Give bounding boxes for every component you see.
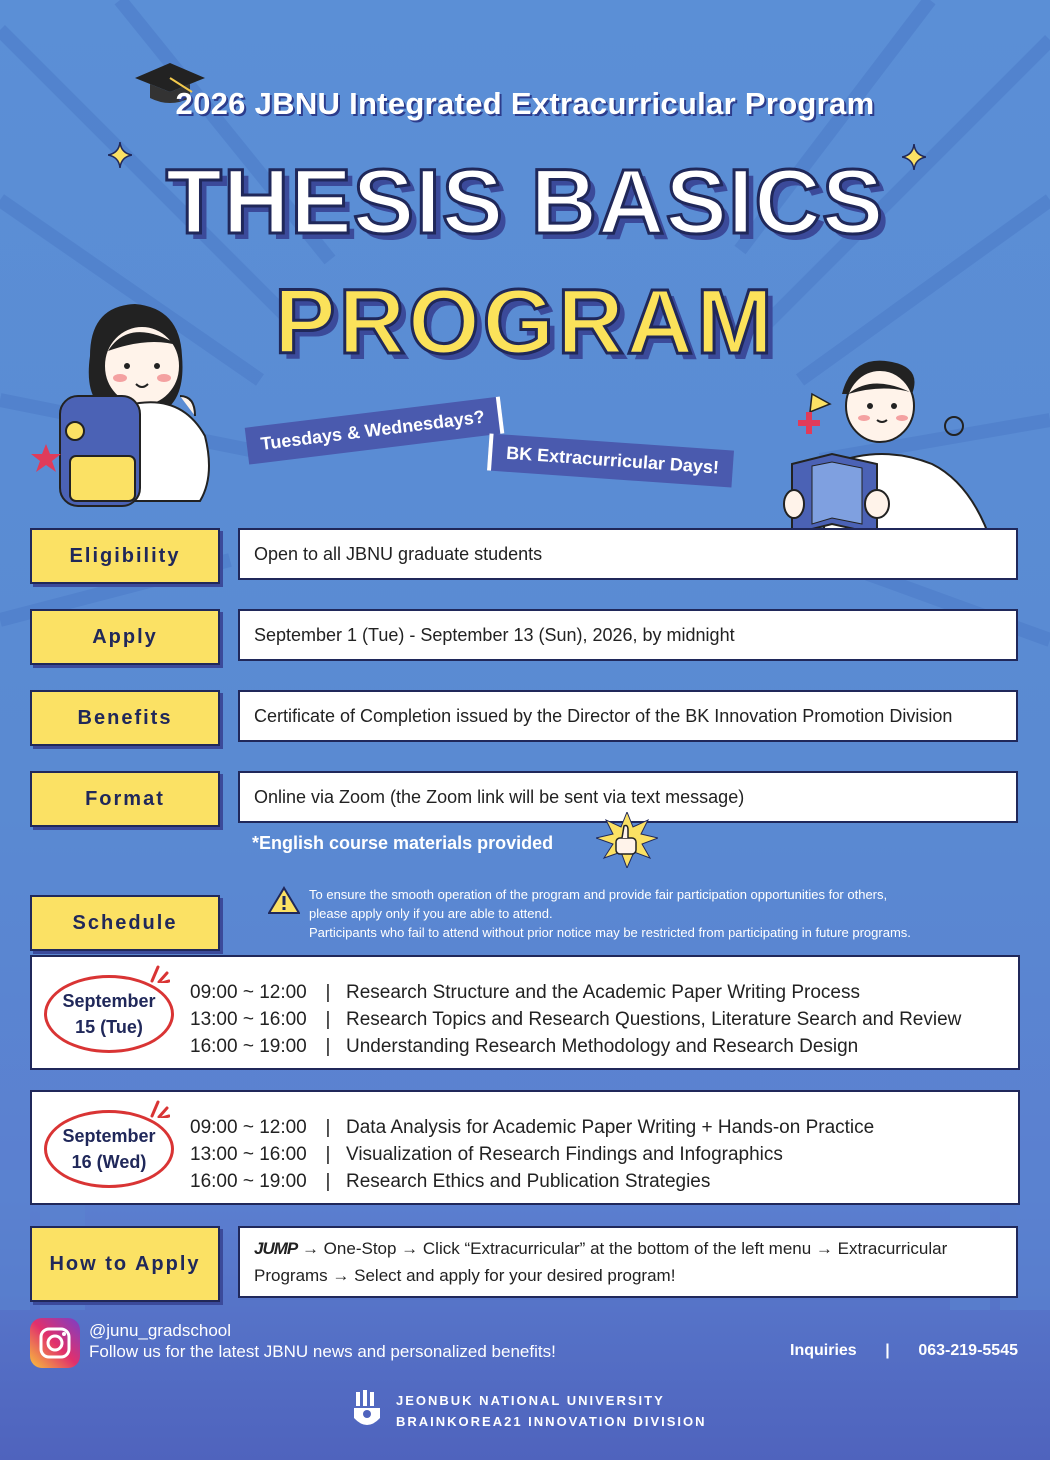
inquiries <box>790 1342 1018 1360</box>
label-eligibility: Eligibility <box>30 528 220 584</box>
student-backpack-illustration <box>30 296 230 516</box>
how-to-apply-line-2: Programs → Select and apply for your desired program! <box>254 1266 676 1285</box>
inquiries-phone[interactable]: 063-219-5545 <box>918 1342 1018 1359</box>
page-title-line2: PROGRAM <box>274 271 776 373</box>
jump-logo: JUMP <box>254 1239 298 1258</box>
session-time: 13:00 ~ 16:00 <box>190 1143 307 1165</box>
warning-line-1: To ensure the smooth operation of the program and provide fair participation opportunities for others, <box>309 887 888 902</box>
session-time: 09:00 ~ 12:00 <box>190 1116 307 1138</box>
format-note: *English course materials provided <box>252 833 554 853</box>
session-title: Visualization of Research Findings and Infographics <box>346 1143 783 1165</box>
session-row <box>190 1033 961 1060</box>
university-emblem-icon <box>352 1390 382 1432</box>
session-time: 16:00 ~ 19:00 <box>190 1170 307 1192</box>
inquiries-separator: | <box>885 1342 890 1359</box>
date-circle <box>44 975 174 1053</box>
session-separator: | <box>325 1143 331 1165</box>
session-title: Research Ethics and Publication Strategies <box>346 1170 711 1192</box>
session-list <box>190 1114 874 1195</box>
inquiries-label: Inquiries <box>790 1342 857 1359</box>
page-title-line1: THESIS BASICS <box>165 151 885 253</box>
session-row <box>190 1168 874 1195</box>
value-format: Online via Zoom (the Zoom link will be sent via text message) <box>238 771 1018 823</box>
session-list <box>190 979 961 1060</box>
session-title: Understanding Research Methodology and Research Design <box>346 1035 859 1057</box>
session-row <box>190 1114 874 1141</box>
schedule-day-card <box>30 1090 1020 1205</box>
schedule-day-card <box>30 955 1020 1070</box>
label-schedule: Schedule <box>30 895 220 951</box>
session-title: Data Analysis for Academic Paper Writing + Hands-on Practice <box>346 1116 875 1138</box>
emphasis-marks-icon <box>148 1098 170 1118</box>
session-separator: | <box>325 1008 331 1030</box>
university-line-1: JEONBUK NATIONAL UNIVERSITY <box>396 1393 665 1408</box>
reading-student-illustration <box>782 354 1022 554</box>
session-time: 16:00 ~ 19:00 <box>190 1035 307 1057</box>
date-month: September <box>62 1126 156 1146</box>
session-separator: | <box>325 1116 331 1138</box>
value-benefits: Certificate of Completion issued by the Director of the BK Innovation Promotion Division <box>238 690 1018 742</box>
thumbs-up-icon <box>596 812 658 868</box>
date-circle <box>44 1110 174 1188</box>
session-separator: | <box>325 1035 331 1057</box>
value-eligibility: Open to all JBNU graduate students <box>238 528 1018 580</box>
how-to-apply-line-1: → One-Stop → Click “Extracurricular” at the bottom of the left menu → Extracurricular <box>297 1239 948 1258</box>
label-apply: Apply <box>30 609 220 665</box>
instagram-info <box>89 1320 556 1362</box>
how-to-apply-box <box>238 1226 1018 1298</box>
label-benefits: Benefits <box>30 690 220 746</box>
session-row <box>190 1141 874 1168</box>
date-day: 15 (Tue) <box>75 1017 143 1037</box>
session-title: Research Topics and Research Questions, Literature Search and Review <box>346 1008 962 1030</box>
session-row <box>190 1006 961 1033</box>
date-day: 16 (Wed) <box>71 1152 147 1172</box>
label-format: Format <box>30 771 220 827</box>
label-how-to-apply: How to Apply <box>30 1226 220 1302</box>
session-row <box>190 979 961 1006</box>
instagram-handle[interactable]: @junu_gradschool <box>89 1321 232 1340</box>
session-title: Research Structure and the Academic Paper Writing Process <box>346 981 860 1003</box>
university-name <box>396 1390 707 1432</box>
tag-bk-extracurricular-days: BK Extracurricular Days! <box>487 433 734 487</box>
emphasis-marks-icon <box>148 963 170 983</box>
session-separator: | <box>325 981 331 1003</box>
value-apply: September 1 (Tue) - September 13 (Sun), 2026, by midnight <box>238 609 1018 661</box>
university-line-2: BRAINKOREA21 INNOVATION DIVISION <box>396 1414 707 1429</box>
session-time: 13:00 ~ 16:00 <box>190 1008 307 1030</box>
schedule-warning <box>309 885 1029 942</box>
warning-line-2: please apply only if you are able to attend. <box>309 906 553 921</box>
session-separator: | <box>325 1170 331 1192</box>
date-month: September <box>62 991 156 1011</box>
warning-icon <box>268 886 300 914</box>
warning-line-3: Participants who fail to attend without prior notice may be restricted from participating in future programs. <box>309 925 911 940</box>
instagram-text: Follow us for the latest JBNU news and personalized benefits! <box>89 1342 556 1361</box>
instagram-icon[interactable] <box>30 1318 80 1368</box>
how-to-apply-text <box>254 1235 947 1289</box>
program-subtitle: 2026 JBNU Integrated Extracurricular Program <box>175 86 875 121</box>
tag-tuesdays-wednesdays: Tuesdays & Wednesdays? <box>245 396 505 464</box>
session-time: 09:00 ~ 12:00 <box>190 981 307 1003</box>
